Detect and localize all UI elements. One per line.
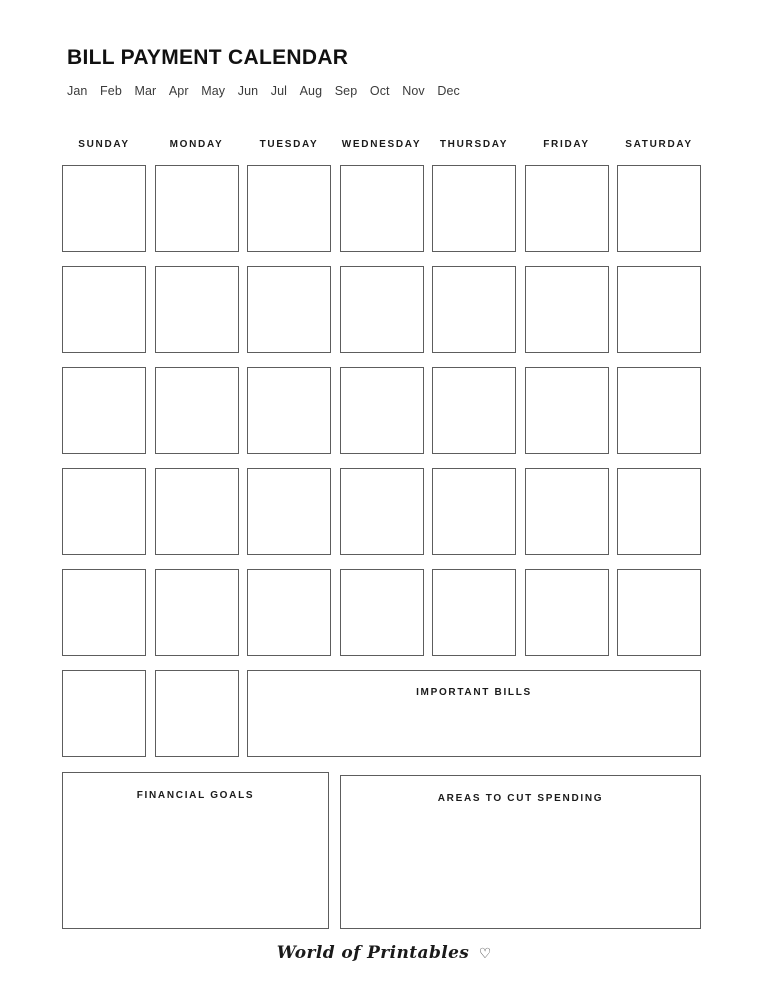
weekday-header-thursday: THURSDAY — [439, 139, 509, 150]
day-cell[interactable] — [247, 569, 331, 656]
weekday-header-tuesday: TUESDAY — [259, 139, 319, 150]
day-cell[interactable] — [617, 468, 701, 555]
day-cell[interactable] — [155, 569, 239, 656]
calendar-week-row — [62, 569, 701, 656]
day-cell[interactable] — [155, 367, 239, 454]
calendar-week-row-last — [62, 670, 701, 757]
day-cell[interactable] — [247, 266, 331, 353]
day-cell[interactable] — [617, 367, 701, 454]
areas-to-cut-spending-title: AREAS TO CUT SPENDING — [437, 793, 604, 804]
day-cell[interactable] — [247, 367, 331, 454]
month-apr[interactable]: Apr — [168, 84, 189, 98]
day-cell[interactable] — [432, 266, 516, 353]
month-sep[interactable]: Sep — [334, 84, 358, 98]
month-oct[interactable]: Oct — [369, 84, 390, 98]
day-cell[interactable] — [62, 367, 146, 454]
day-cell[interactable] — [62, 468, 146, 555]
weekday-header-wednesday: WEDNESDAY — [341, 139, 422, 150]
day-cell[interactable] — [62, 569, 146, 656]
financial-goals-box[interactable] — [62, 772, 329, 929]
weekday-header-monday: MONDAY — [169, 139, 224, 150]
brand-wordmark: World of Printables — [276, 943, 470, 963]
day-cell[interactable] — [155, 468, 239, 555]
day-cell[interactable] — [432, 569, 516, 656]
day-cell[interactable] — [525, 569, 609, 656]
calendar-grid — [62, 165, 701, 757]
day-cell[interactable] — [62, 670, 146, 757]
day-cell[interactable] — [525, 468, 609, 555]
areas-to-cut-spending-box[interactable] — [340, 775, 701, 929]
month-mar[interactable]: Mar — [134, 84, 157, 98]
weekday-header-saturday: SATURDAY — [625, 139, 693, 150]
day-cell[interactable] — [340, 569, 424, 656]
important-bills-box[interactable] — [247, 670, 701, 757]
calendar-week-row — [62, 367, 701, 454]
weekday-header-row — [62, 139, 701, 150]
day-cell[interactable] — [617, 569, 701, 656]
month-jan[interactable]: Jan — [67, 84, 88, 98]
month-jul[interactable]: Jul — [270, 84, 288, 98]
calendar-week-row — [62, 165, 701, 252]
financial-goals-title: FINANCIAL GOALS — [136, 790, 255, 801]
day-cell[interactable] — [432, 367, 516, 454]
calendar-week-row — [62, 468, 701, 555]
day-cell[interactable] — [340, 266, 424, 353]
day-cell[interactable] — [340, 165, 424, 252]
day-cell[interactable] — [617, 266, 701, 353]
day-cell[interactable] — [340, 367, 424, 454]
day-cell[interactable] — [155, 670, 239, 757]
day-cell[interactable] — [155, 266, 239, 353]
month-aug[interactable]: Aug — [299, 84, 323, 98]
day-cell[interactable] — [62, 165, 146, 252]
weekday-header-sunday: SUNDAY — [78, 139, 130, 150]
month-may[interactable]: May — [201, 84, 226, 98]
weekday-header-friday: FRIDAY — [543, 139, 590, 150]
day-cell[interactable] — [62, 266, 146, 353]
day-cell[interactable] — [432, 468, 516, 555]
page-title: BILL PAYMENT CALENDAR — [67, 46, 349, 69]
day-cell[interactable] — [525, 266, 609, 353]
day-cell[interactable] — [340, 468, 424, 555]
important-bills-title: IMPORTANT BILLS — [416, 687, 532, 698]
month-nov[interactable]: Nov — [402, 84, 425, 98]
day-cell[interactable] — [247, 468, 331, 555]
day-cell[interactable] — [525, 165, 609, 252]
day-cell[interactable] — [432, 165, 516, 252]
day-cell[interactable] — [617, 165, 701, 252]
month-strip — [67, 84, 460, 98]
day-cell[interactable] — [247, 165, 331, 252]
month-jun[interactable]: Jun — [237, 84, 259, 98]
month-dec[interactable]: Dec — [437, 84, 460, 98]
month-feb[interactable]: Feb — [100, 84, 122, 98]
footer-brand — [0, 943, 768, 963]
day-cell[interactable] — [525, 367, 609, 454]
heart-outline-icon: ♡ — [478, 945, 492, 961]
calendar-week-row — [62, 266, 701, 353]
day-cell[interactable] — [155, 165, 239, 252]
